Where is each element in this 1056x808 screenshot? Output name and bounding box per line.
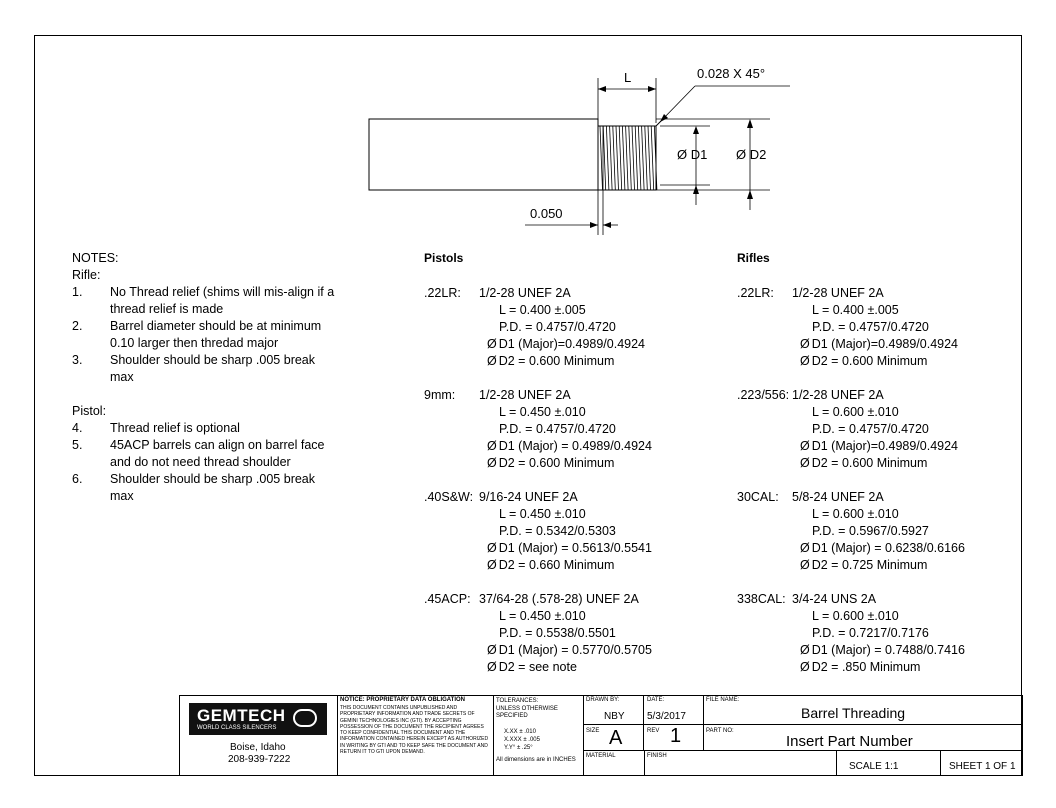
spec-d1: Ø D1 (Major) = 0.4989/0.4924	[487, 439, 652, 453]
dim-shoulder-label: 0.050	[530, 206, 563, 221]
spec-l: L = 0.450 ±.010	[499, 405, 586, 419]
spec-d1: Ø D1 (Major) = 0.5770/0.5705	[487, 643, 652, 657]
spec-entry	[424, 489, 652, 574]
diameter-symbol: Ø	[487, 456, 497, 470]
diameter-symbol: Ø	[800, 337, 810, 351]
note-line	[72, 284, 334, 301]
rifles-header: Rifles	[737, 251, 770, 265]
note-line	[72, 471, 334, 488]
diameter-symbol: Ø	[487, 660, 497, 674]
thread-line	[632, 126, 635, 190]
dim-chamfer-label: 0.028 X 45°	[697, 66, 766, 81]
file-name: Barrel Threading	[801, 705, 906, 721]
spec-l: L = 0.450 ±.010	[499, 609, 586, 623]
note-line	[72, 318, 334, 335]
spec-d1: Ø D1 (Major) = 0.5613/0.5541	[487, 541, 652, 555]
spec-d2: Ø D2 = 0.600 Minimum	[800, 354, 928, 368]
diameter-symbol: Ø	[487, 558, 497, 572]
spec-l: L = 0.400 ±.005	[812, 303, 899, 317]
note-line	[72, 420, 334, 437]
note-line	[72, 335, 334, 352]
note-line	[72, 454, 334, 471]
sheet: SHEET 1 OF 1	[949, 761, 1016, 772]
thread-line	[610, 126, 613, 190]
tolerances-label: TOLERANCES:	[496, 698, 539, 704]
notice-body: THIS DOCUMENT CONTAINS UNPUBLISHED AND PROPRIETARY INFORMATION AND TRADE SECRETS OF GEMINI TECHNOLOGIES INC (GTI). BY ACCEPTING POSSESSION OF THE DOCUMENT THE RECIPIENT AGREES TO KEEP CONFIDENTIAL THIS DOCUMENT AND THE INFORMATION CONTAINED HEREIN EXCEPT AS AUTHORIZED IN WRITING BY GTI AND TO KEEP SAFE THE DOCUMENT AND RETURN IT TO GTI UPON DEMAND.	[340, 705, 489, 756]
caliber: 30CAL:	[737, 490, 779, 504]
note-text: Thread relief is optional	[110, 421, 240, 435]
diameter-symbol: Ø	[487, 337, 497, 351]
note-line	[72, 301, 334, 318]
file-name-label: FILE NAME:	[706, 697, 740, 703]
dim-l-label: L	[624, 70, 632, 85]
note-number: 3.	[72, 353, 83, 367]
spec-d1: Ø D1 (Major)=0.4989/0.4924	[487, 337, 646, 351]
note-number: 4.	[72, 421, 83, 435]
notes-block	[72, 250, 334, 505]
notes-rifle-label: Rifle:	[72, 268, 101, 282]
spec-d2: Ø D2 = 0.600 Minimum	[487, 354, 615, 368]
thread-line	[603, 126, 606, 190]
tol-xxx: X.XX ± .010	[504, 729, 536, 735]
caliber: .45ACP:	[424, 592, 471, 606]
dim-d2-label: Ø D2	[736, 147, 767, 162]
pistols-header: Pistols	[424, 251, 464, 265]
note-text: 45ACP barrels can align on barrel face	[110, 438, 325, 452]
scale: SCALE 1:1	[849, 761, 899, 772]
size-label: SIZE	[586, 728, 600, 734]
spec-l: L = 0.600 ±.010	[812, 609, 899, 623]
spec-d1: Ø D1 (Major)=0.4989/0.4924	[800, 439, 959, 453]
thread-line	[629, 126, 632, 190]
drawn-by-label: DRAWN BY:	[586, 697, 620, 703]
spec-l: L = 0.600 ±.010	[812, 405, 899, 419]
spec-entry	[424, 285, 652, 370]
spec-d2: Ø D2 = 0.725 Minimum	[800, 558, 928, 572]
spec-pd: P.D. = 0.4757/0.4720	[812, 320, 929, 334]
thread-line	[635, 126, 638, 190]
note-number: 6.	[72, 472, 83, 486]
spec-d2: Ø D2 = 0.600 Minimum	[800, 456, 928, 470]
spec-pd: P.D. = 0.5342/0.5303	[499, 524, 616, 538]
thread-line	[638, 126, 641, 190]
material-label: MATERIAL	[586, 753, 616, 759]
note-number: 5.	[72, 438, 83, 452]
spec-l: L = 0.450 ±.010	[499, 507, 586, 521]
thread-line	[622, 126, 625, 190]
date: 5/3/2017	[647, 711, 686, 722]
diameter-symbol: Ø	[800, 643, 810, 657]
diameter-symbol: Ø	[487, 541, 497, 555]
diameter-symbol: Ø	[800, 558, 810, 572]
note-line	[72, 488, 334, 505]
spec-pd: P.D. = 0.7217/0.7176	[812, 626, 929, 640]
thread-line	[651, 126, 654, 190]
spec-entry	[424, 387, 652, 472]
logo-emblem-icon	[293, 709, 317, 727]
spec-pd: P.D. = 0.5538/0.5501	[499, 626, 616, 640]
phone: 208-939-7222	[228, 754, 291, 765]
gemtech-logo: GEMTECH WORLD CLASS SILENCERS	[189, 703, 327, 735]
tolerances-text: UNLESS OTHERWISE SPECIFIED	[496, 706, 558, 719]
thread-line	[648, 126, 651, 190]
diameter-symbol: Ø	[800, 660, 810, 674]
thread-spec: 1/2-28 UNEF 2A	[479, 388, 571, 402]
note-text: Barrel diameter should be at minimum	[110, 319, 322, 333]
thread-spec: 1/2-28 UNEF 2A	[479, 286, 571, 300]
pistol-specs	[424, 285, 652, 693]
spec-pd: P.D. = 0.4757/0.4720	[812, 422, 929, 436]
dim-d1-label: Ø D1	[677, 147, 708, 162]
thread-line	[642, 126, 645, 190]
thread-line	[619, 126, 622, 190]
note-text: 0.10 larger then thredad major	[110, 336, 279, 350]
location: Boise, Idaho	[230, 742, 286, 753]
spec-l: L = 0.600 ±.010	[812, 507, 899, 521]
thread-spec: 9/16-24 UNEF 2A	[479, 490, 578, 504]
spec-d2: Ø D2 = 0.660 Minimum	[487, 558, 615, 572]
thread-lines	[600, 126, 657, 190]
tol-xxxx: X.XXX ± .005	[504, 737, 540, 743]
thread-line	[613, 126, 616, 190]
diameter-symbol: Ø	[736, 147, 747, 162]
note-number: 1.	[72, 285, 83, 299]
rifle-specs	[737, 285, 965, 693]
diameter-symbol: Ø	[677, 147, 688, 162]
rifle-notes-list	[72, 284, 334, 386]
spec-d1: Ø D1 (Major)=0.4989/0.4924	[800, 337, 959, 351]
caliber: 338CAL:	[737, 592, 786, 606]
spec-entry	[737, 285, 965, 370]
notes-pistol-label: Pistol:	[72, 404, 107, 418]
thread-line	[606, 126, 609, 190]
caliber: .22LR:	[424, 286, 461, 300]
note-text: Shoulder should be sharp .005 break	[110, 353, 316, 367]
caliber: .22LR:	[737, 286, 774, 300]
spec-l: L = 0.400 ±.005	[499, 303, 586, 317]
caliber: .40S&W:	[424, 490, 474, 504]
thread-spec: 37/64-28 (.578-28) UNEF 2A	[479, 592, 639, 606]
part-number: Insert Part Number	[786, 733, 913, 750]
note-text: Shoulder should be sharp .005 break	[110, 472, 316, 486]
spec-d1: Ø D1 (Major) = 0.7488/0.7416	[800, 643, 965, 657]
pistol-notes-list	[72, 420, 334, 505]
date-label: DATE:	[647, 697, 665, 703]
part-no-label: PART NO:	[706, 728, 734, 734]
spec-d2: Ø D2 = 0.600 Minimum	[487, 456, 615, 470]
barrel-body	[369, 119, 598, 190]
note-line	[72, 352, 334, 369]
finish-label: FINISH	[647, 753, 667, 759]
spec-entry	[737, 591, 965, 676]
notice-title: NOTICE: PROPRIETARY DATA OBLIGATION	[340, 697, 465, 703]
thread-spec: 1/2-28 UNEF 2A	[792, 388, 884, 402]
spec-d1: Ø D1 (Major) = 0.6238/0.6166	[800, 541, 965, 555]
tol-angle: Y.Y° ± .25°	[504, 745, 533, 751]
note-text: thread relief is made	[110, 302, 224, 316]
note-text: and do not need thread shoulder	[110, 455, 291, 469]
diameter-symbol: Ø	[487, 643, 497, 657]
spec-d2: Ø D2 = .850 Minimum	[800, 660, 921, 674]
spec-entry	[424, 591, 652, 676]
diameter-symbol: Ø	[800, 541, 810, 555]
note-text: No Thread relief (shims will mis-align if a	[110, 285, 335, 299]
caliber: 9mm:	[424, 388, 456, 402]
thread-line	[616, 126, 619, 190]
thread-spec: 3/4-24 UNS 2A	[792, 592, 877, 606]
diameter-symbol: Ø	[800, 439, 810, 453]
rev-label: REV	[647, 728, 660, 734]
spec-entry	[737, 387, 965, 472]
note-number: 2.	[72, 319, 83, 333]
drawn-by: NBY	[604, 711, 625, 722]
thread-spec: 1/2-28 UNEF 2A	[792, 286, 884, 300]
note-text: max	[110, 489, 134, 503]
size-value: A	[609, 727, 623, 749]
thread-line	[626, 126, 629, 190]
caliber: .223/556:	[737, 388, 790, 402]
spec-d2: Ø D2 = see note	[487, 660, 577, 674]
diameter-symbol: Ø	[487, 439, 497, 453]
spec-pd: P.D. = 0.5967/0.5927	[812, 524, 929, 538]
notes-title: NOTES:	[72, 251, 119, 265]
thread-spec: 5/8-24 UNEF 2A	[792, 490, 884, 504]
diameter-symbol: Ø	[800, 456, 810, 470]
diameter-symbol: Ø	[487, 354, 497, 368]
diameter-symbol: Ø	[800, 354, 810, 368]
note-line	[72, 369, 334, 386]
spec-pd: P.D. = 0.4757/0.4720	[499, 422, 616, 436]
spec-entry	[737, 489, 965, 574]
thread-line	[600, 126, 603, 190]
thread-line	[645, 126, 648, 190]
tol-units: All dimensions are in INCHES	[496, 757, 576, 763]
note-text: max	[110, 370, 134, 384]
rev-value: 1	[670, 725, 682, 747]
note-line	[72, 437, 334, 454]
spec-pd: P.D. = 0.4757/0.4720	[499, 320, 616, 334]
